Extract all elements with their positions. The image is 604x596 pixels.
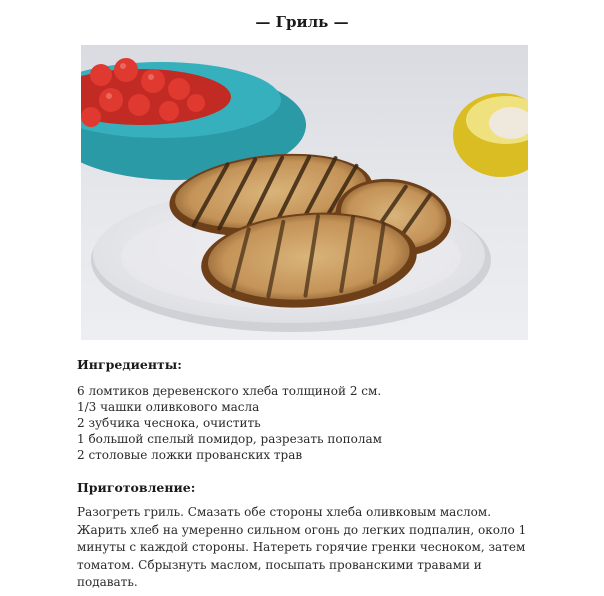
list-item: 2 столовые ложки прованских трав: [77, 448, 303, 462]
list-item: 1 большой спелый помидор, разрезать пополам: [77, 432, 382, 446]
ingredients-list: [77, 383, 382, 463]
preparation-text: Разогреть гриль. Смазать обе стороны хлеба оливковым маслом. Жарить хлеб на умеренно сильном огонь до легких подпалин, около 1 минуты с каждой стороны. Натереть горячие гренки чесноком, затем томатом. Сбрызнуть маслом, посыпать прованскими травами и подавать.: [77, 505, 527, 589]
list-item: 6 ломтиков деревенского хлеба толщиной 2 см.: [77, 384, 382, 398]
list-item: 2 зубчика чеснока, очистить: [77, 416, 261, 430]
photo-illustration: [81, 45, 528, 340]
ingredients-heading: Ингредиенты:: [77, 357, 182, 372]
preparation-heading: Приготовление:: [77, 480, 196, 495]
list-item: 1/3 чашки оливкового масла: [77, 400, 260, 414]
grilled-bread-photo: [81, 45, 528, 340]
recipe-title: — Гриль —: [255, 13, 349, 31]
